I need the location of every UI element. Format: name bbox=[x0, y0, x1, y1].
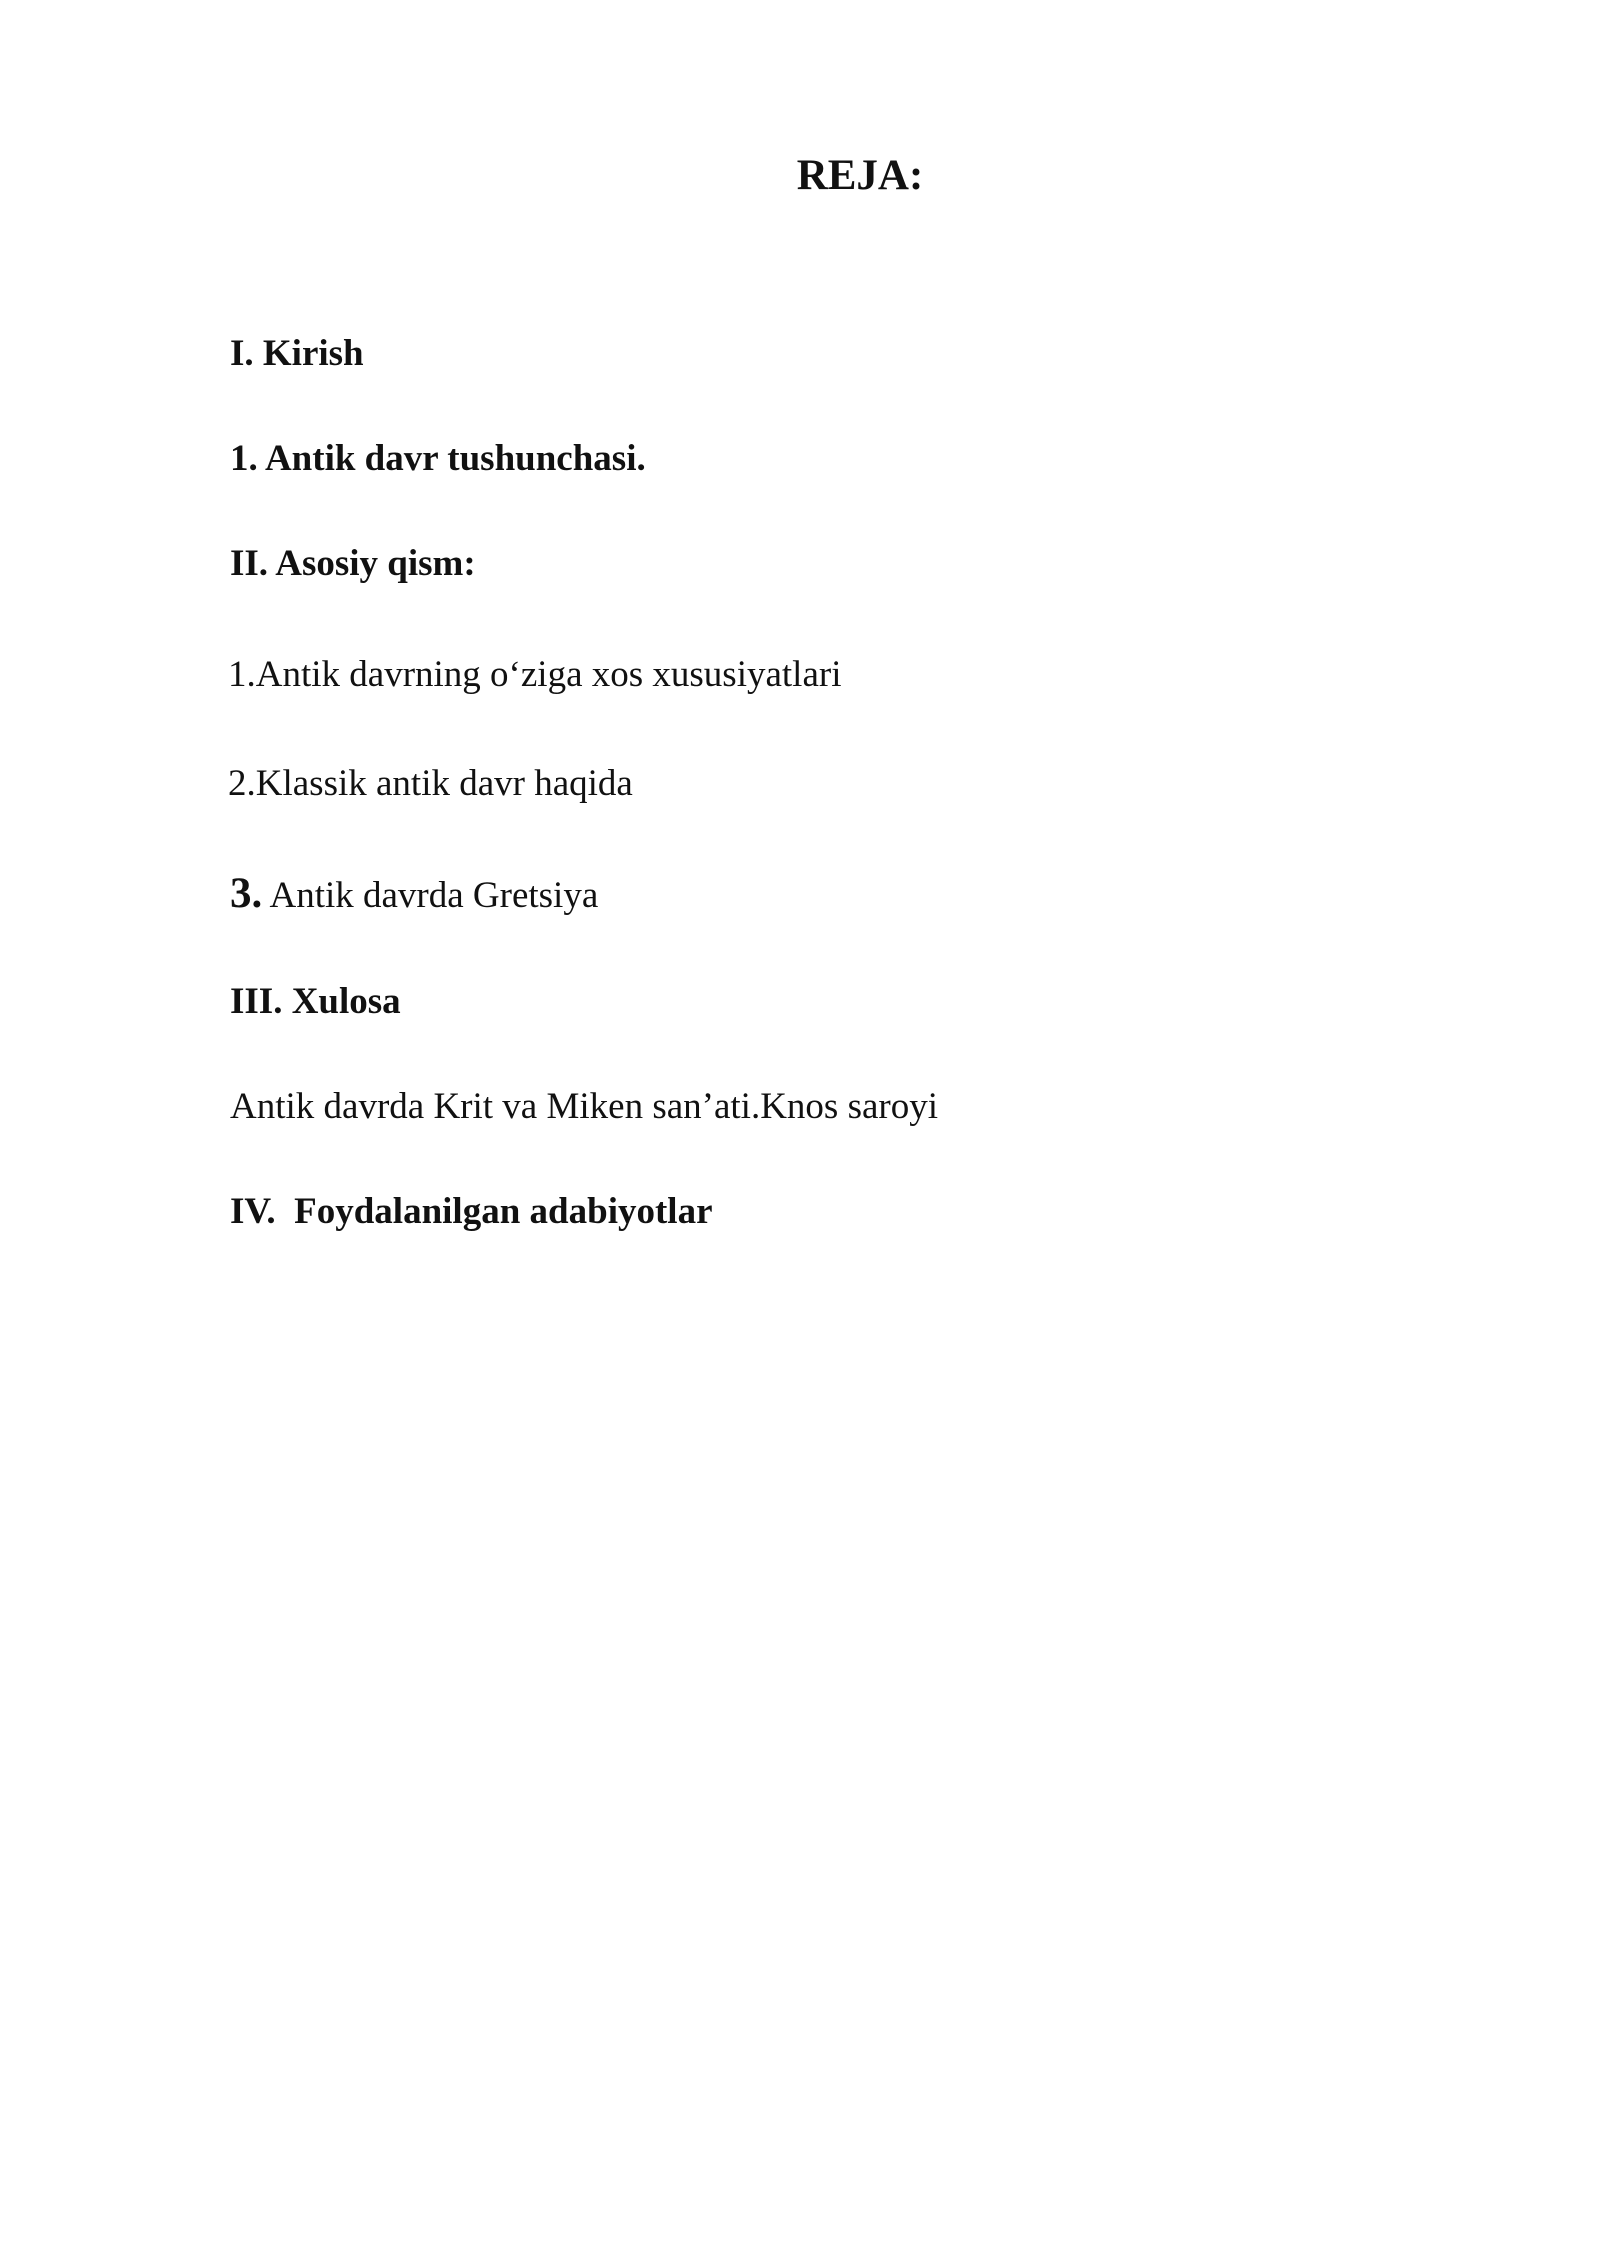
item-number: 3. bbox=[230, 870, 263, 917]
plan-item-antiquity-features: 1.Antik davrning o‘ziga xos xususiyatlari bbox=[228, 654, 842, 695]
plan-item-references bbox=[230, 1190, 713, 1234]
item-text: Foydalanilgan adabiyotlar bbox=[294, 1191, 713, 1232]
page-title: REJA: bbox=[796, 152, 924, 199]
plan-item-conclusion: III. Xulosa bbox=[230, 981, 401, 1022]
item-text: Antik davrda Gretsiya bbox=[269, 875, 599, 916]
plan-item-main-part: II. Asosiy qism: bbox=[230, 543, 476, 584]
item-number: IV. bbox=[230, 1191, 276, 1232]
plan-item-crete-mycenae: Antik davrda Krit va Miken san’ati.Knos saroyi bbox=[230, 1086, 938, 1127]
plan-item-introduction: I. Kirish bbox=[230, 333, 364, 374]
plan-item-classical-antiquity: 2.Klassik antik davr haqida bbox=[228, 763, 633, 804]
plan-item-antiquity-concept: 1. Antik davr tushunchasi. bbox=[230, 438, 646, 479]
plan-item-greece bbox=[230, 868, 598, 920]
